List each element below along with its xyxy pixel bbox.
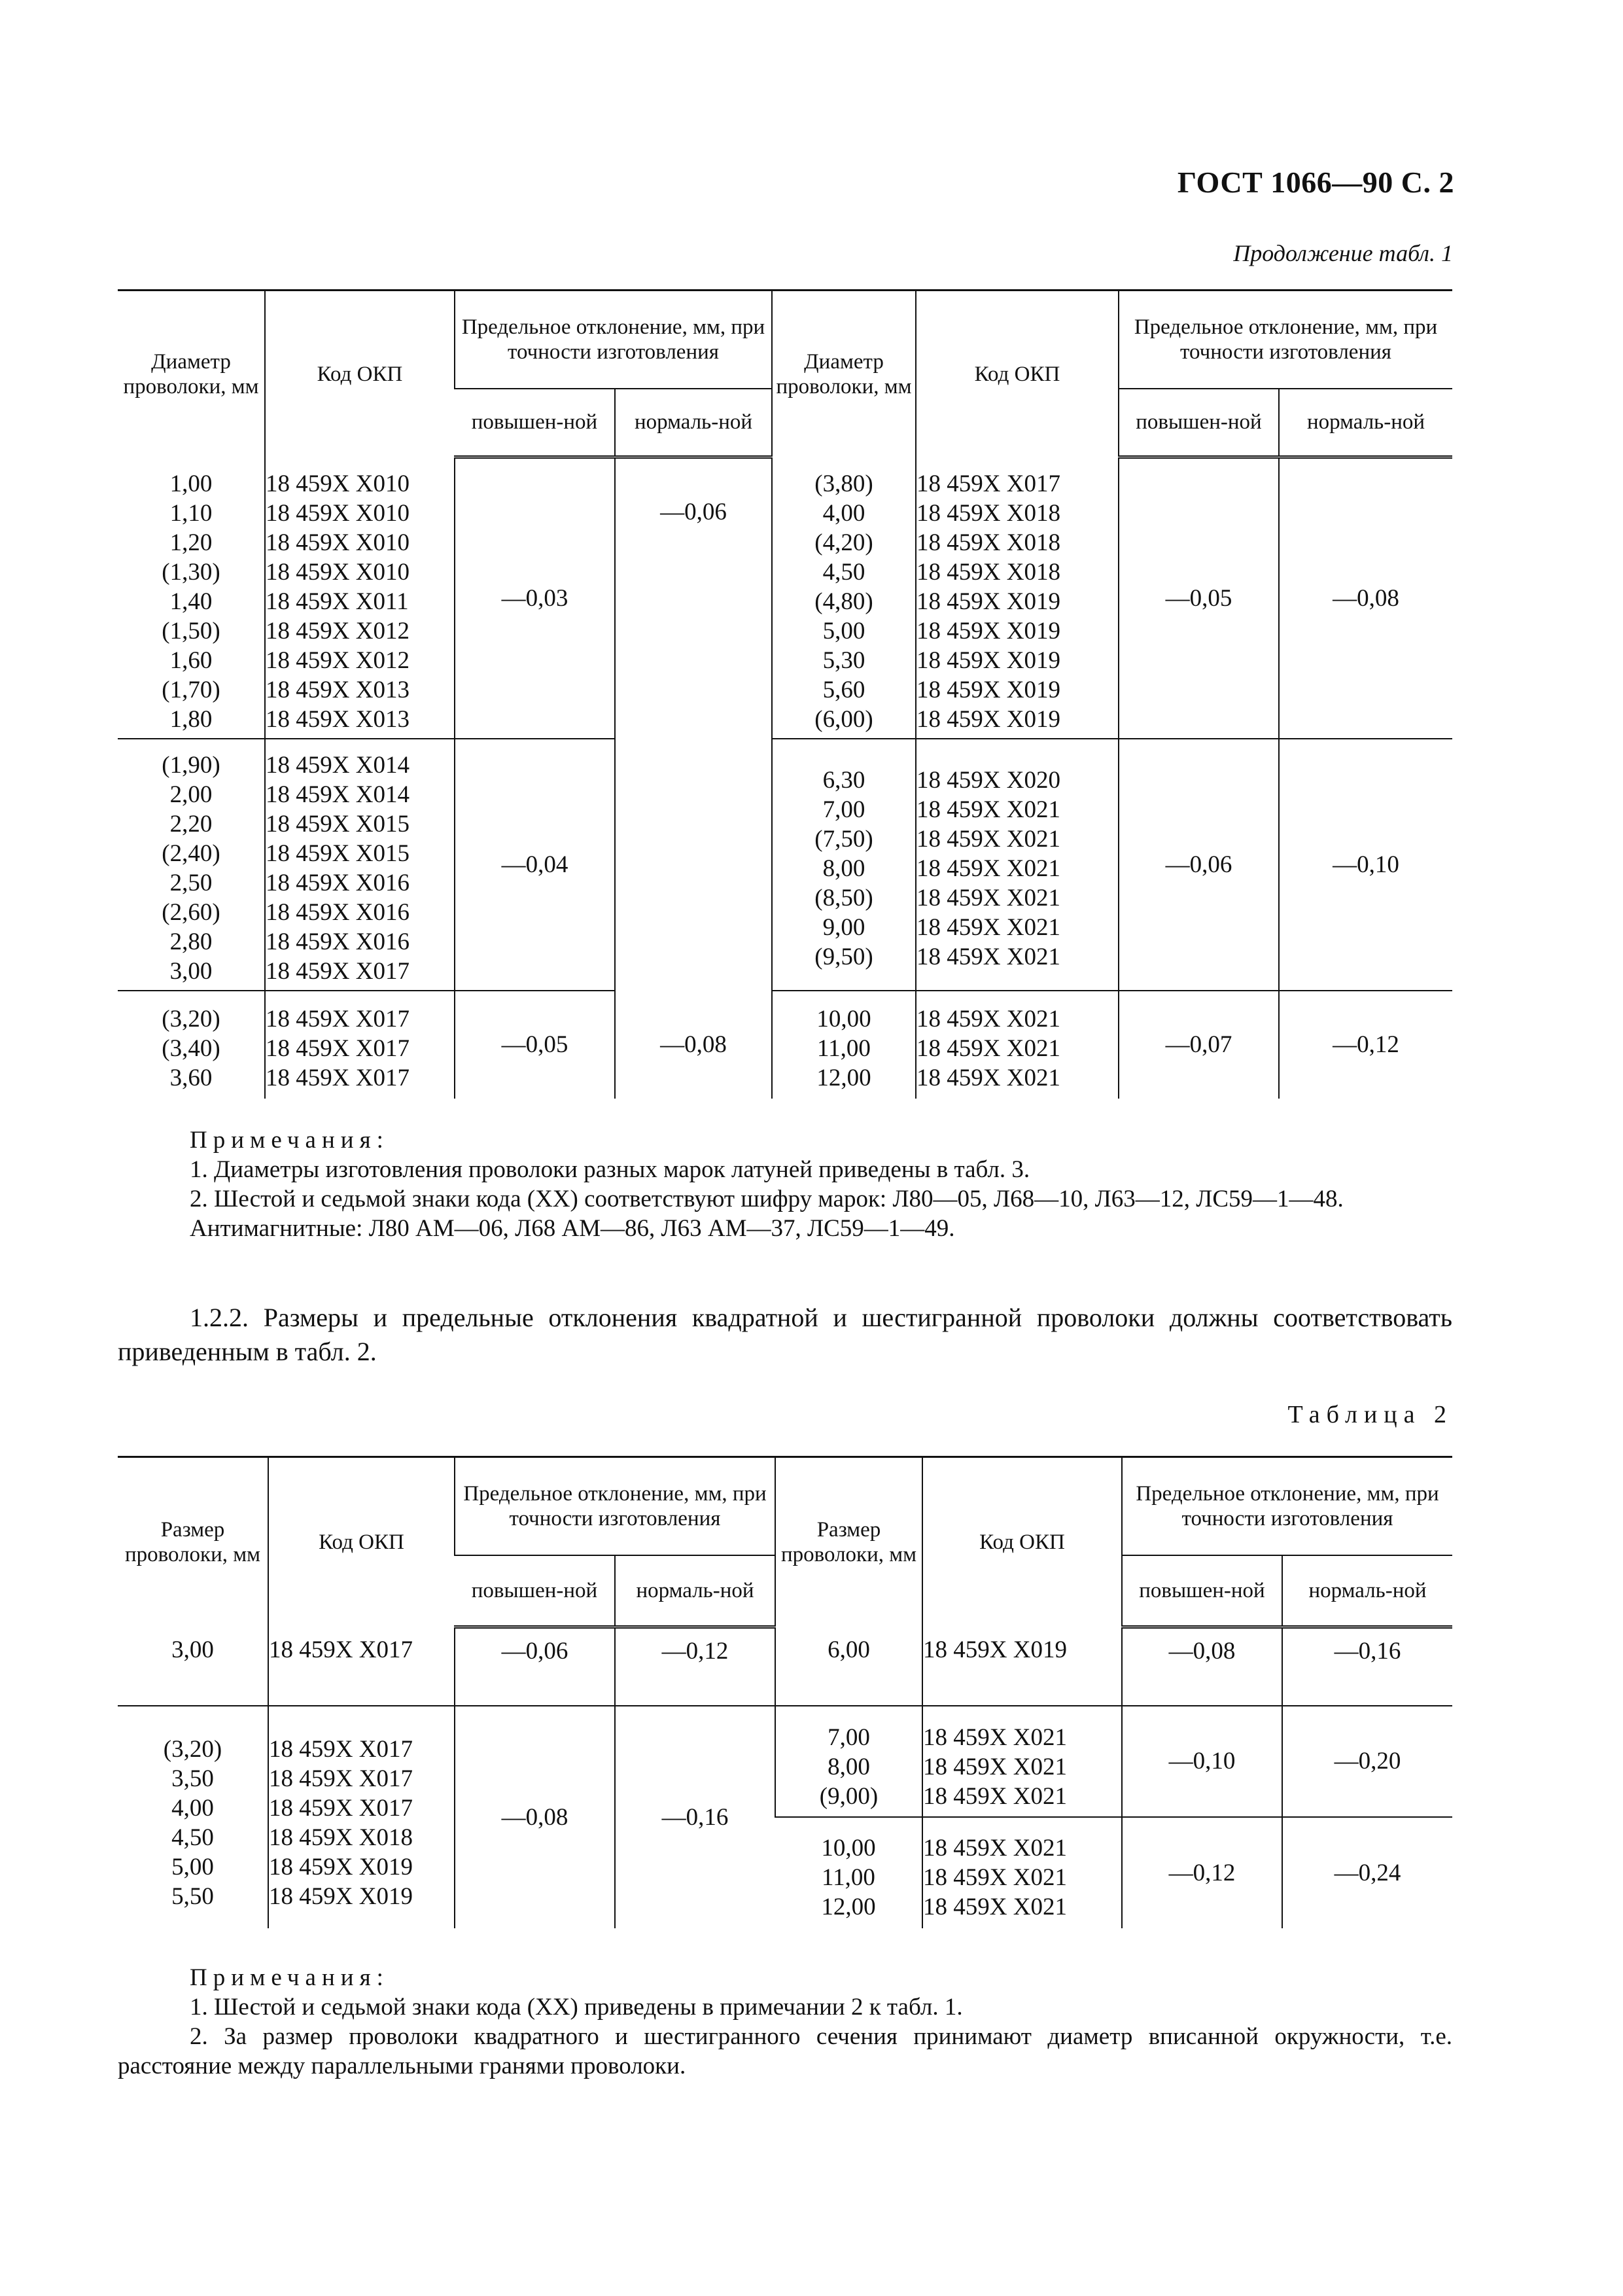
diameter-item: 1,10 [169, 499, 213, 527]
deviation-normal: —0,12 [615, 1627, 775, 1706]
notes-heading: Примечания: [190, 1127, 389, 1154]
code-item: 18 459Х Х019 [269, 1854, 413, 1881]
code-item-right: 18 459Х Х021 [916, 1035, 1060, 1062]
table-1 [118, 289, 1452, 1099]
size-list-right [775, 1833, 922, 1922]
code-item-right: 18 459Х Х021 [923, 1834, 1067, 1862]
code-item: 18 459Х Х012 [266, 617, 410, 645]
deviation-normal-right: —0,10 [1279, 739, 1452, 991]
code-item-right: 18 459Х Х021 [923, 1783, 1067, 1810]
diameter-item: 1,00 [169, 470, 213, 497]
deviation-increased: —0,04 [455, 739, 615, 991]
header-normal-right: нормаль-ной [1282, 1555, 1452, 1627]
code-item-right: 18 459Х Х021 [916, 943, 1060, 970]
diameter-item: 1,20 [169, 529, 213, 556]
code-list-right [916, 1004, 1118, 1093]
size-item-right: 7,00 [828, 1724, 870, 1751]
code-item-right: 18 459Х Х018 [916, 558, 1060, 586]
deviation-increased: —0,06 [455, 1627, 615, 1706]
code-item-right: 18 459Х Х021 [916, 913, 1060, 941]
table-continuation-label: Продолжение табл. 1 [1233, 240, 1453, 266]
code-list-right [916, 766, 1118, 972]
diameter-list [118, 751, 264, 986]
diameter-item: 3,00 [169, 958, 213, 985]
code-item: 18 459Х Х013 [266, 705, 410, 733]
diameter-item: 2,00 [169, 781, 213, 808]
code-item-right: 18 459Х Х021 [916, 855, 1060, 882]
size-cell-right: 6,00 [775, 1627, 922, 1706]
diameter-item-right: (6,00) [814, 705, 873, 733]
size-item: 5,50 [171, 1883, 214, 1910]
diameter-list [118, 469, 264, 734]
header-diameter: Диаметр проволоки, мм [118, 291, 265, 457]
diameter-item: 2,50 [169, 870, 213, 896]
code-item-right: 18 459Х Х021 [916, 796, 1060, 823]
diameter-item: (2,60) [162, 899, 220, 926]
diameter-item-right: 7,00 [822, 796, 865, 823]
header-normal: нормаль-ной [615, 1555, 775, 1627]
deviation-normal: —0,08 [615, 991, 772, 1099]
size-item: (3,20) [163, 1736, 222, 1763]
diameter-list-right [773, 766, 915, 972]
size-item-right: 11,00 [822, 1863, 875, 1891]
code-item: 18 459Х Х016 [266, 870, 410, 896]
diameter-item-right: (7,50) [814, 825, 873, 853]
header-size-right: Размер проволоки, мм [775, 1457, 922, 1627]
table-2-notes [118, 1963, 1452, 2081]
header-deviation: Предельное отклонение, мм, при точности изготовления [455, 291, 772, 389]
diameter-item-right: (4,80) [814, 588, 873, 615]
note-item: 1. Шестой и седьмой знаки кода (ХХ) приведены в примечании 2 к табл. 1. [190, 1994, 963, 2021]
code-item: 18 459Х Х015 [266, 840, 410, 867]
code-item-right: 18 459Х Х021 [923, 1893, 1067, 1920]
diameter-item-right: 11,00 [817, 1035, 871, 1062]
code-item-right: 18 459Х Х019 [916, 705, 1060, 733]
diameter-list [118, 1004, 264, 1093]
header-size: Размер проволоки, мм [118, 1457, 268, 1627]
diameter-item: (1,90) [162, 752, 220, 779]
code-item-right: 18 459Х Х019 [916, 676, 1060, 703]
size-item: 5,00 [171, 1854, 214, 1881]
note-item: Антимагнитные: Л80 АМ—06, Л68 АМ—86, Л63 АМ—37, ЛС59—1—49. [190, 1215, 955, 1242]
code-item-right: 18 459Х Х019 [916, 646, 1060, 674]
header-increased-right: повышен-ной [1122, 1555, 1282, 1627]
header-code-right: Код ОКП [922, 1457, 1122, 1627]
code-item-right: 18 459Х Х021 [923, 1724, 1067, 1751]
code-item: 18 459Х Х010 [266, 529, 410, 556]
header-code: Код ОКП [268, 1457, 455, 1627]
code-item: 18 459Х Х014 [266, 752, 410, 779]
section-paragraph: 1.2.2. Размеры и предельные отклонения квадратной и шестигранной проволоки должны соответствовать приведенным в табл. 2. [118, 1303, 1452, 1366]
deviation-normal-right: —0,08 [1279, 457, 1452, 739]
header-deviation: Предельное отклонение, мм, при точности изготовления [455, 1457, 775, 1555]
header-normal: нормаль-ной [615, 389, 772, 457]
code-item: 18 459Х Х017 [266, 1035, 410, 1062]
diameter-item-right: (3,80) [814, 470, 873, 497]
code-item: 18 459Х Х012 [266, 646, 410, 674]
header-deviation-right: Предельное отклонение, мм, при точности изготовления [1119, 291, 1452, 389]
diameter-item: 3,60 [169, 1065, 213, 1091]
deviation-normal-right: —0,16 [1282, 1627, 1452, 1706]
code-item: 18 459Х Х010 [266, 558, 410, 586]
code-list-right [916, 469, 1118, 734]
code-item-right: 18 459Х Х021 [923, 1863, 1067, 1891]
diameter-item: (3,20) [162, 1006, 220, 1033]
diameter-item: (2,40) [162, 840, 220, 867]
code-item-right: 18 459Х Х021 [923, 1754, 1067, 1780]
code-item: 18 459Х Х017 [269, 1765, 413, 1792]
code-item: 18 459Х Х015 [266, 811, 410, 838]
diameter-item: 1,60 [169, 646, 213, 674]
notes-heading: Примечания: [190, 1964, 389, 1991]
size-item: 4,50 [171, 1824, 214, 1851]
code-item: 18 459Х Х017 [269, 1795, 413, 1822]
deviation-normal-merged-value: —0,06 [660, 498, 727, 525]
code-item: 18 459Х Х018 [269, 1824, 413, 1851]
code-list [266, 469, 454, 734]
diameter-list-right [773, 1004, 915, 1093]
code-item: 18 459Х Х016 [266, 899, 410, 926]
code-item: 18 459Х Х011 [266, 588, 409, 615]
diameter-item-right: (8,50) [814, 884, 873, 911]
table-2 [118, 1456, 1452, 1928]
header-code-right: Код ОКП [916, 291, 1119, 457]
diameter-item-right: (9,50) [814, 943, 873, 970]
code-item-right: 18 459Х Х018 [916, 499, 1060, 527]
header-increased: повышен-ной [455, 1555, 615, 1627]
size-item-right: (9,00) [819, 1783, 879, 1810]
deviation-increased-right: —0,08 [1122, 1627, 1282, 1706]
code-item: 18 459Х Х010 [266, 470, 410, 497]
diameter-item-right: 8,00 [822, 855, 865, 882]
diameter-item-right: 5,00 [822, 617, 865, 645]
code-item-right: 18 459Х Х021 [916, 825, 1060, 853]
size-item-right: 12,00 [821, 1893, 876, 1920]
header-increased: повышен-ной [455, 389, 615, 457]
note-item: 1. Диаметры изготовления проволоки разных марок латуней приведены в табл. 3. [190, 1156, 1030, 1183]
diameter-item: 2,20 [169, 811, 213, 838]
diameter-item-right: 12,00 [816, 1065, 871, 1091]
size-item-right: 8,00 [828, 1754, 870, 1780]
size-item: 3,50 [171, 1765, 214, 1792]
deviation-normal: —0,16 [615, 1706, 775, 1928]
code-list [266, 751, 454, 986]
code-item-right: 18 459Х Х021 [916, 1065, 1060, 1091]
diameter-list-right [773, 469, 915, 734]
diameter-item-right: 6,30 [822, 766, 865, 794]
code-item-right: 18 459Х Х021 [916, 884, 1060, 911]
deviation-increased-right: —0,10 [1122, 1706, 1282, 1817]
size-item-right: 10,00 [821, 1834, 876, 1862]
size-list-right [776, 1723, 922, 1811]
code-cell: 18 459Х Х017 [268, 1627, 455, 1706]
deviation-increased: —0,05 [455, 991, 615, 1099]
code-item: 18 459Х Х017 [266, 958, 410, 985]
deviation-normal-right: —0,24 [1282, 1817, 1452, 1928]
code-list-right [923, 1833, 1121, 1922]
header-deviation-right: Предельное отклонение, мм, при точности изготовления [1122, 1457, 1452, 1555]
note-item: 2. За размер проволоки квадратного и шестигранного сечения принимают диаметр вписанной окружности, т.е. расстояние между параллельными гранями проволоки. [118, 2023, 1452, 2079]
code-item-right: 18 459Х Х019 [916, 588, 1060, 615]
code-item-right: 18 459Х Х021 [916, 1006, 1060, 1033]
table-2-caption: Таблица 2 [1287, 1401, 1453, 1428]
deviation-increased-right: —0,06 [1119, 739, 1279, 991]
diameter-item: (1,30) [162, 558, 220, 586]
deviation-normal-right: —0,12 [1279, 991, 1452, 1099]
diameter-item-right: 5,30 [822, 646, 865, 674]
diameter-item-right: 10,00 [816, 1006, 871, 1033]
code-item: 18 459Х Х019 [269, 1883, 413, 1910]
code-item: 18 459Х Х010 [266, 499, 410, 527]
note-item: 2. Шестой и седьмой знаки кода (ХХ) соответствуют шифру марок: Л80—05, Л68—10, Л63—12, ЛС59—1—48. [190, 1186, 1344, 1212]
code-list [269, 1735, 454, 1911]
diameter-item-right: 4,50 [822, 558, 865, 586]
deviation-increased: —0,08 [455, 1706, 615, 1928]
code-item: 18 459Х Х013 [266, 676, 410, 703]
diameter-item-right: 5,60 [822, 676, 865, 703]
code-item: 18 459Х Х017 [266, 1065, 410, 1091]
diameter-item: (3,40) [162, 1035, 220, 1062]
diameter-item: 1,80 [169, 705, 213, 733]
code-item: 18 459Х Х014 [266, 781, 410, 808]
code-item: 18 459Х Х017 [266, 1006, 410, 1033]
diameter-item: 1,40 [169, 588, 213, 615]
diameter-item-right: 4,00 [822, 499, 865, 527]
diameter-item-right: 9,00 [822, 913, 865, 941]
diameter-item-right: (4,20) [814, 529, 873, 556]
diameter-item: (1,50) [162, 617, 220, 645]
code-list-right [923, 1723, 1121, 1811]
code-cell-right: 18 459Х Х019 [922, 1627, 1122, 1706]
size-list [118, 1735, 268, 1911]
code-item: 18 459Х Х016 [266, 928, 410, 955]
diameter-item: (1,70) [162, 676, 220, 703]
code-list [266, 1004, 454, 1093]
table-1-notes [118, 1125, 1452, 1243]
deviation-normal-right: —0,20 [1282, 1706, 1452, 1817]
code-item-right: 18 459Х Х019 [916, 617, 1060, 645]
size-item: 4,00 [171, 1795, 214, 1822]
deviation-increased-right: —0,12 [1122, 1817, 1282, 1928]
code-item-right: 18 459Х Х018 [916, 529, 1060, 556]
deviation-increased: —0,03 [455, 457, 615, 739]
header-code: Код ОКП [265, 291, 455, 457]
code-item-right: 18 459Х Х020 [916, 766, 1060, 794]
size-cell: 3,00 [118, 1627, 268, 1706]
code-item: 18 459Х Х017 [269, 1736, 413, 1763]
deviation-increased-right: —0,05 [1119, 457, 1279, 739]
header-normal-right: нормаль-ной [1279, 389, 1452, 457]
deviation-normal-merged [615, 457, 772, 991]
header-diameter-right: Диаметр проволоки, мм [772, 291, 916, 457]
diameter-item: 2,80 [169, 928, 213, 955]
header-increased-right: повышен-ной [1119, 389, 1279, 457]
code-item-right: 18 459Х Х017 [916, 470, 1060, 497]
document-header-title: ГОСТ 1066—90 С. 2 [1177, 166, 1454, 199]
deviation-increased-right: —0,07 [1119, 991, 1279, 1099]
